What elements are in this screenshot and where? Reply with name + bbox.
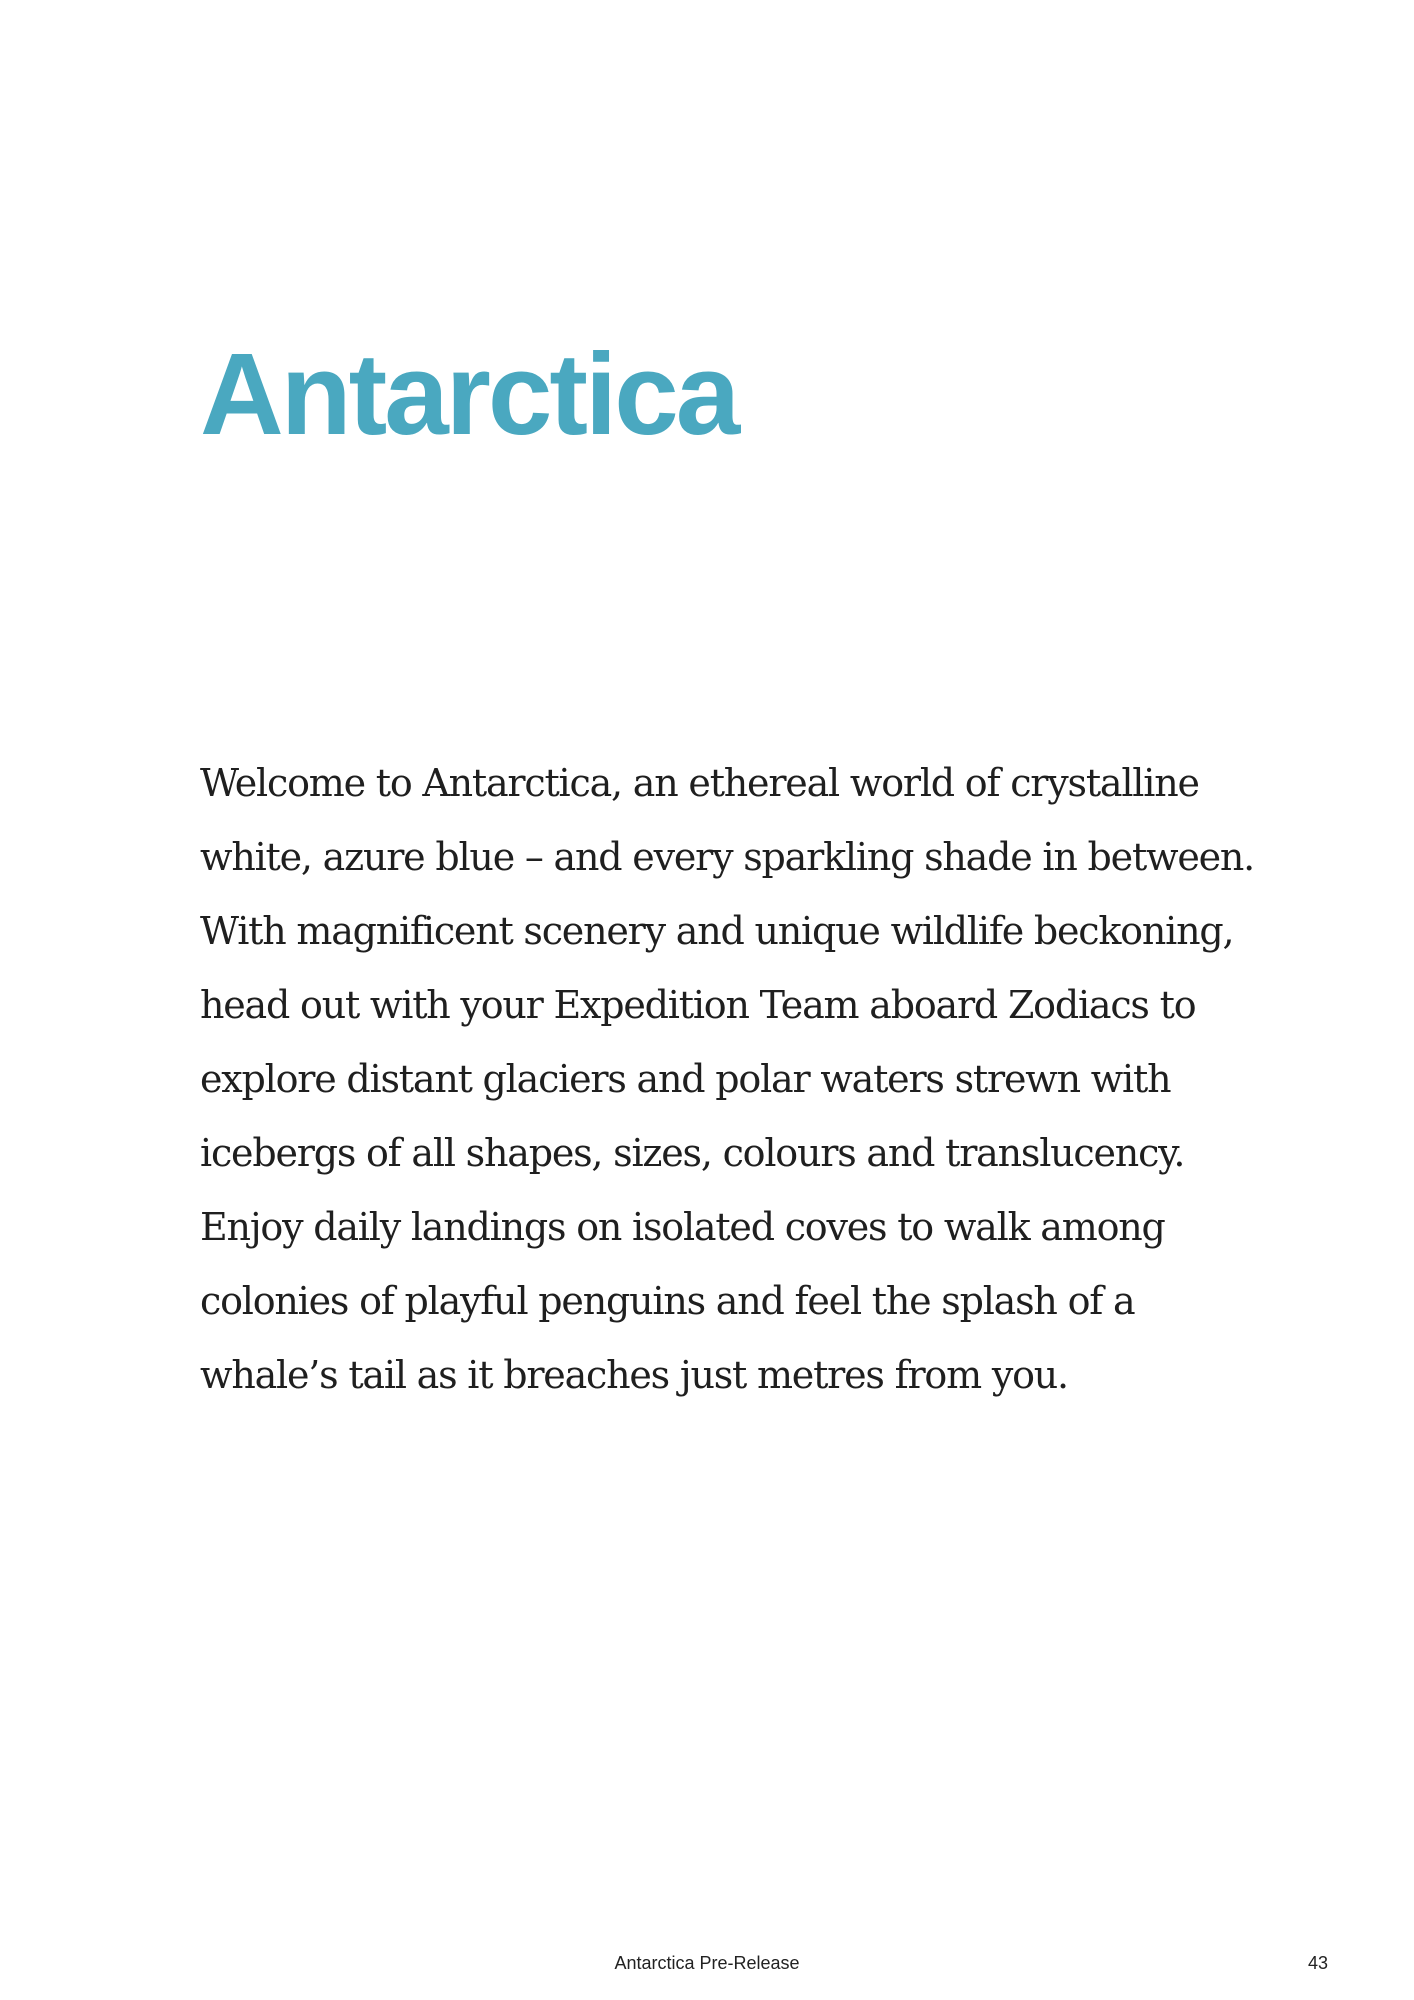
paragraph-line: white, azure blue – and every sparkling shade in between. xyxy=(200,835,1255,879)
footer-document-label: Antarctica Pre-Release xyxy=(614,1953,800,1973)
paragraph-line: whale’s tail as it breaches just metres from you. xyxy=(200,1353,1068,1397)
paragraph-line: With magnificent scenery and unique wildlife beckoning, xyxy=(200,909,1234,953)
paragraph-line: Enjoy daily landings on isolated coves to walk among xyxy=(200,1205,1165,1249)
paragraph-line: icebergs of all shapes, sizes, colours and translucency. xyxy=(200,1131,1185,1175)
page-title: Antarctica xyxy=(200,329,738,459)
intro-paragraph xyxy=(200,746,1255,1412)
paragraph-line: explore distant glaciers and polar waters strewn with xyxy=(200,1057,1171,1101)
paragraph-line: colonies of playful penguins and feel the splash of a xyxy=(200,1279,1135,1323)
paragraph-line: head out with your Expedition Team aboard Zodiacs to xyxy=(200,983,1196,1027)
paragraph-line: Welcome to Antarctica, an ethereal world of crystalline xyxy=(200,761,1199,805)
page-number: 43 xyxy=(1307,1953,1328,1973)
